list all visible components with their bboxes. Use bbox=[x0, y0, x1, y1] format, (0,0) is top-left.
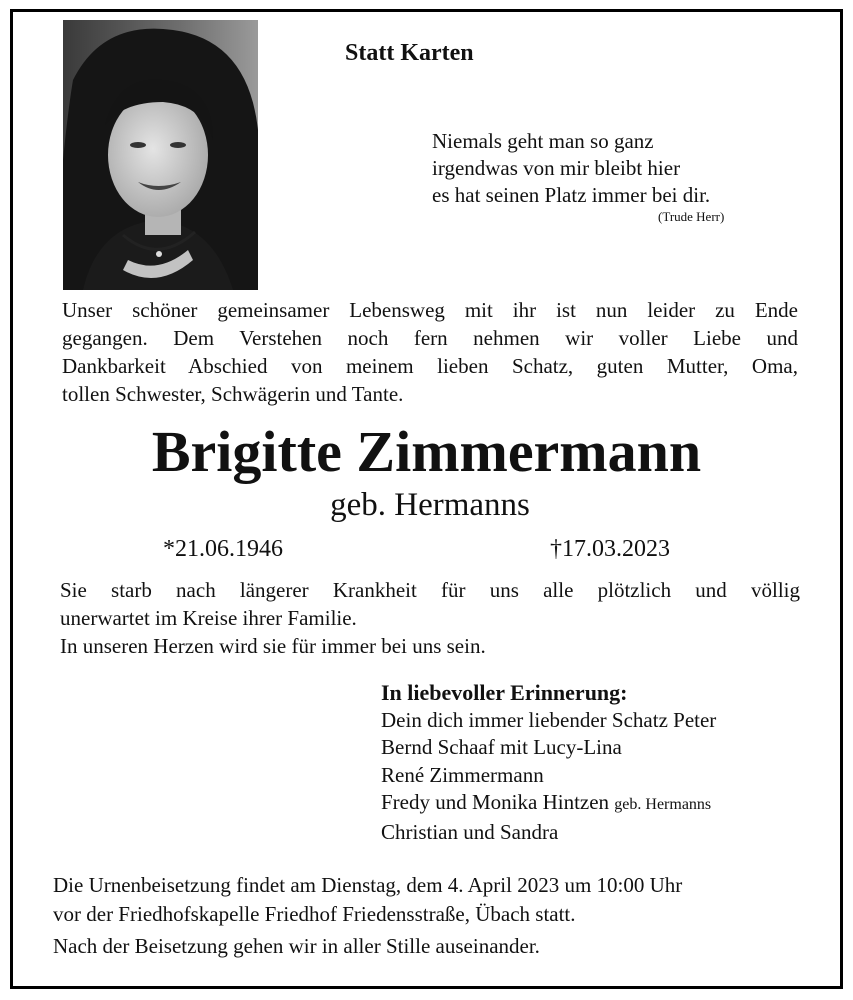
intro-line: Unser schöner gemeinsamer Lebensweg mit ihr ist nun leider zu Ende bbox=[62, 298, 798, 322]
birth-date: *21.06.1946 bbox=[163, 536, 283, 562]
family-member: Bernd Schaaf mit Lucy-Lina bbox=[381, 735, 622, 759]
family-title: In liebevoller Erinnerung: bbox=[381, 680, 628, 705]
funeral-line: Die Urnenbeisetzung findet am Dienstag, dem 4. April 2023 um 10:00 Uhr bbox=[53, 873, 683, 897]
funeral-info bbox=[53, 871, 682, 961]
circumstances-line: unerwartet im Kreise ihrer Familie. bbox=[60, 606, 357, 630]
death-date: †17.03.2023 bbox=[550, 536, 670, 562]
family-member: Fredy und Monika Hintzen bbox=[381, 790, 610, 814]
notice-heading: Statt Karten bbox=[345, 40, 474, 66]
poem-line: es hat seinen Platz immer bei dir. bbox=[432, 183, 711, 207]
birth-name: geb. Hermanns bbox=[330, 487, 530, 523]
poem-author: (Trude Herr) bbox=[658, 209, 725, 224]
intro-line: Dankbarkeit Abschied von meinem lieben Schatz, guten Mutter, Oma, bbox=[62, 354, 798, 378]
family-member-note: geb. Hermanns bbox=[614, 796, 712, 813]
intro-line: tollen Schwester, Schwägerin und Tante. bbox=[62, 382, 404, 406]
family-member: René Zimmermann bbox=[381, 762, 544, 787]
poem-line: Niemals geht man so ganz bbox=[432, 129, 654, 153]
funeral-line: vor der Friedhofskapelle Friedhof Friedensstraße, Übach statt. bbox=[53, 902, 576, 926]
portrait-photo bbox=[63, 20, 258, 290]
family-member: Dein dich immer liebender Schatz Peter bbox=[381, 707, 717, 732]
family-list bbox=[381, 679, 716, 846]
intro-line: gegangen. Dem Verstehen noch fern nehmen wir voller Liebe und bbox=[62, 326, 798, 350]
intro-text bbox=[62, 296, 798, 408]
poem-line: irgendwas von mir bleibt hier bbox=[432, 156, 681, 180]
poem bbox=[432, 128, 710, 209]
family-member: Christian und Sandra bbox=[381, 819, 559, 844]
deceased-name: Brigitte Zimmermann bbox=[151, 419, 702, 484]
circumstances-line: Sie starb nach längerer Krankheit für uns alle plötzlich und völlig bbox=[60, 578, 800, 602]
circumstances-text bbox=[60, 576, 800, 660]
funeral-closing: Nach der Beisetzung gehen wir in aller Stille auseinander. bbox=[53, 934, 540, 958]
circumstances-line: In unseren Herzen wird sie für immer bei uns sein. bbox=[60, 634, 486, 658]
family-member-row bbox=[381, 789, 716, 819]
